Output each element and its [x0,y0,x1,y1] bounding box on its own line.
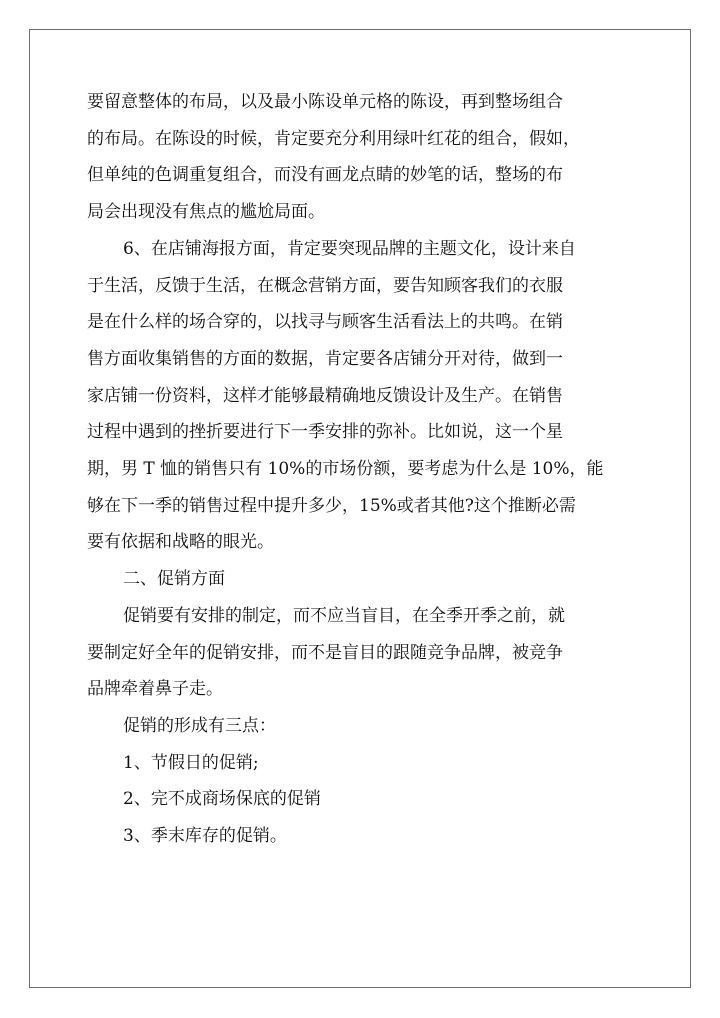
text-line: 家店铺一份资料，这样才能够最精确地反馈设计及生产。在销售 [87,385,563,406]
list-item-holiday-promotion [87,745,639,782]
text-line: 够在下一季的销售过程中提升多少，15%或者其他?这个推断必需 [87,495,576,516]
text-line: 3、季末库存的促销。 [123,826,287,847]
text-line: 促销的形成有三点： [123,715,276,736]
text-line: 6、在店铺海报方面，肯定要突现品牌的主题文化，设计来自 [123,238,576,259]
paragraph-promotion-plan [87,598,639,708]
text-line: 局会出现没有焦点的尴尬局面。 [87,202,325,223]
document-body [87,84,639,855]
text-line: 是在什么样的场合穿的，以找寻与顾客生活看法上的共鸣。在销 [87,312,563,333]
text-line: 售方面收集销售的方面的数据，肯定要各店铺分开对待，做到一 [87,348,563,369]
paragraph-layout-continuation [87,84,639,231]
text-line: 但单纯的色调重复组合，而没有画龙点睛的妙笔的话，整场的布 [87,165,563,186]
paragraph-promotion-types-intro [87,708,639,745]
list-item-season-end-promotion [87,818,639,855]
text-line: 期，男 T 恤的销售只有 10%的市场份额，要考虑为什么是 10%，能 [87,459,604,480]
text-line: 1、节假日的促销; [123,752,259,773]
text-line: 要留意整体的布局，以及最小陈设单元格的陈设，再到整场组合 [87,92,563,112]
list-item-mall-quota-promotion [87,781,639,818]
paragraph-poster-section [87,231,639,561]
text-line: 过程中遇到的挫折要进行下一季安排的弥补。比如说，这一个星 [87,422,563,443]
text-line: 要有依据和战略的眼光。 [87,532,274,553]
text-line: 要制定好全年的促销安排，而不是盲目的跟随竞争品牌，被竞争 [87,642,563,663]
text-line: 二、促销方面 [123,569,225,590]
text-line: 的布局。在陈设的时候，肯定要充分利用绿叶红花的组合，假如， [87,128,580,149]
text-line: 2、完不成商场保底的促销 [123,789,321,810]
text-line: 于生活，反馈于生活，在概念营销方面，要告知顾客我们的衣服 [87,275,563,296]
section-heading-promotion [87,561,639,598]
text-line: 品牌牵着鼻子走。 [87,679,223,700]
text-line: 促销要有安排的制定，而不应当盲目，在全季开季之前，就 [123,605,565,626]
